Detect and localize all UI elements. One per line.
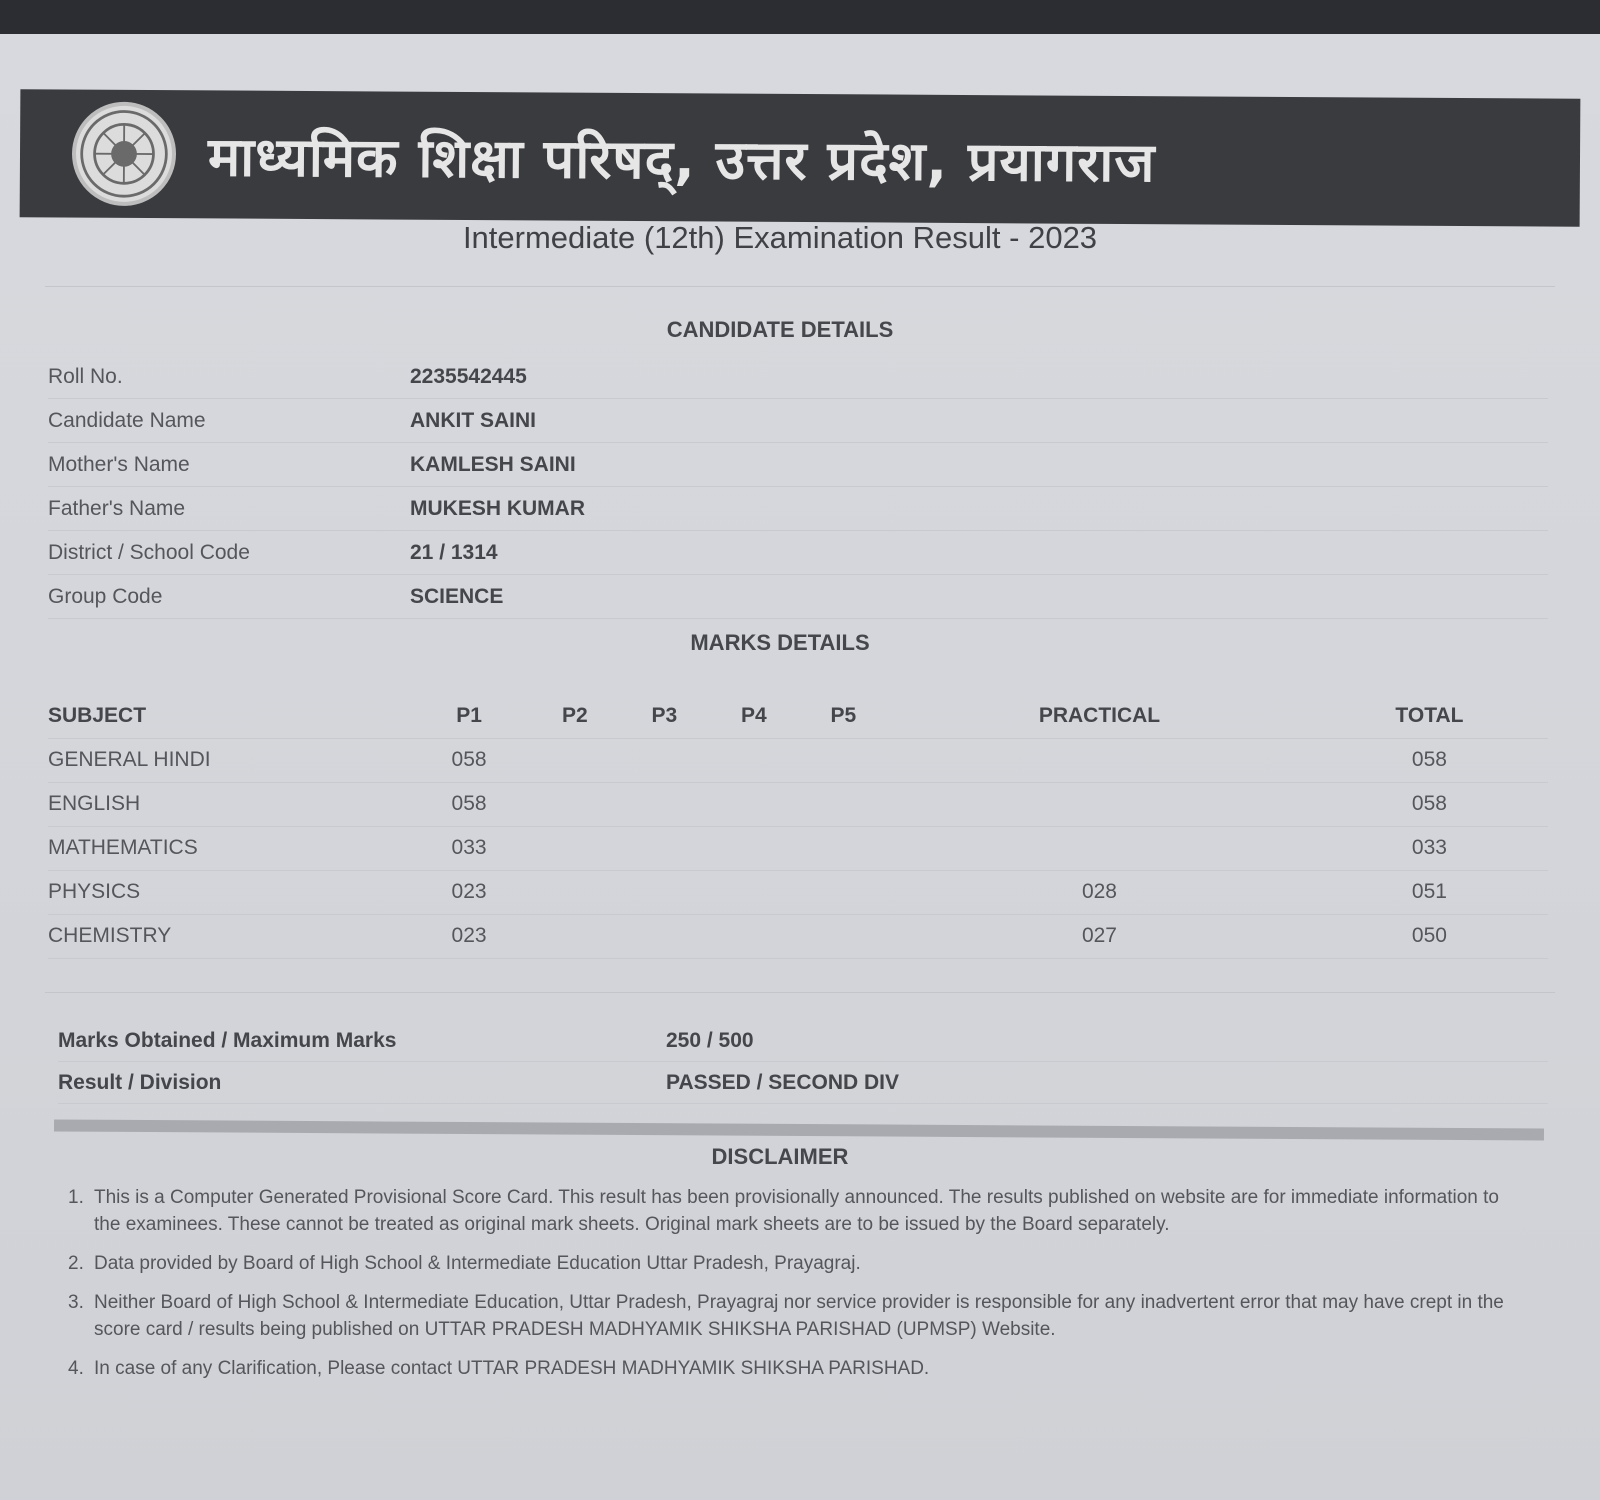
cell-p1: 058 (408, 738, 530, 782)
cell-p1: 033 (408, 826, 530, 870)
col-header-p5: P5 (799, 694, 889, 738)
detail-value: MUKESH KUMAR (410, 496, 585, 520)
detail-value: 2235542445 (410, 364, 527, 388)
col-header-practical: PRACTICAL (888, 694, 1311, 738)
disclaimer-number: 1. (68, 1187, 84, 1208)
detail-value: KAMLESH SAINI (410, 452, 576, 476)
cell-p5 (799, 738, 889, 782)
marks-table (48, 694, 1548, 959)
col-header-p4: P4 (709, 694, 799, 738)
cell-p2 (530, 826, 620, 870)
detail-row-mothers-name (48, 443, 1548, 487)
cell-practical (888, 782, 1311, 826)
cell-subject: GENERAL HINDI (48, 738, 408, 782)
col-header-p1: P1 (408, 694, 530, 738)
result-division-label: Result / Division (58, 1070, 222, 1094)
detail-label: Roll No. (48, 364, 123, 388)
disclaimer-list (68, 1184, 1528, 1394)
divider (45, 286, 1555, 287)
table-row (48, 870, 1548, 914)
cell-p5 (799, 870, 889, 914)
marks-obtained-label: Marks Obtained / Maximum Marks (58, 1028, 397, 1052)
cell-p1: 058 (408, 782, 530, 826)
cell-subject: CHEMISTRY (48, 914, 408, 958)
disclaimer-text: Data provided by Board of High School & Intermediate Education Uttar Pradesh, Prayagraj. (94, 1253, 861, 1274)
detail-row-group-code (48, 575, 1548, 619)
seal-graphic (78, 108, 171, 201)
disclaimer-item (68, 1355, 1528, 1382)
col-header-subject: SUBJECT (48, 694, 408, 738)
detail-label: Candidate Name (48, 408, 206, 432)
cell-p2 (530, 870, 620, 914)
upmsp-seal-icon (72, 102, 177, 207)
cell-p3 (620, 914, 710, 958)
detail-label: District / School Code (48, 540, 250, 564)
cell-p2 (530, 914, 620, 958)
detail-row-district-school-code (48, 531, 1548, 575)
disclaimer-number: 4. (68, 1358, 84, 1379)
cell-p2 (530, 782, 620, 826)
detail-row-candidate-name (48, 399, 1548, 443)
cell-p3 (620, 738, 710, 782)
cell-total: 051 (1311, 870, 1548, 914)
result-division-value: PASSED / SECOND DIV (666, 1070, 899, 1094)
cell-p4 (709, 826, 799, 870)
divider (45, 992, 1555, 993)
detail-value: 21 / 1314 (410, 540, 498, 564)
header-banner (20, 89, 1581, 227)
cell-p3 (620, 782, 710, 826)
summary-row-marks (58, 1020, 1548, 1062)
col-header-p3: P3 (620, 694, 710, 738)
detail-value: ANKIT SAINI (410, 408, 536, 432)
cell-subject: MATHEMATICS (48, 826, 408, 870)
cell-p2 (530, 738, 620, 782)
summary-row-result (58, 1062, 1548, 1104)
detail-label: Mother's Name (48, 452, 190, 476)
cell-practical (888, 738, 1311, 782)
result-sheet (0, 34, 1600, 1500)
disclaimer-text: Neither Board of High School & Intermediate Education, Uttar Pradesh, Prayagraj nor service provider is responsible for any inadvertent error that may have crept in the score card / results being published on UTTAR PRADESH MADHYAMIK SHIKSHA PARISHAD (UPMSP) Website. (94, 1292, 1504, 1340)
disclaimer-title: DISCLAIMER (711, 1144, 849, 1169)
table-row (48, 782, 1548, 826)
cell-practical: 028 (888, 870, 1311, 914)
disclaimer-number: 3. (68, 1292, 84, 1313)
cell-practical (888, 826, 1311, 870)
candidate-section-title: CANDIDATE DETAILS (666, 317, 894, 342)
disclaimer-number: 2. (68, 1253, 84, 1274)
table-row (48, 738, 1548, 782)
board-name: माध्यमिक शिक्षा परिषद्, उत्तर प्रदेश, प्रयागराज (207, 125, 1156, 195)
cell-practical: 027 (888, 914, 1311, 958)
col-header-total: TOTAL (1311, 694, 1548, 738)
cell-p5 (799, 826, 889, 870)
disclaimer-item (68, 1289, 1528, 1343)
cell-p4 (709, 782, 799, 826)
detail-label: Group Code (48, 584, 163, 608)
disclaimer-text: In case of any Clarification, Please contact UTTAR PRADESH MADHYAMIK SHIKSHA PARISHAD. (94, 1358, 930, 1379)
detail-value: SCIENCE (410, 584, 504, 608)
exam-title: Intermediate (12th) Examination Result - 2023 (462, 220, 1098, 255)
cell-subject: PHYSICS (48, 870, 408, 914)
disclaimer-item (68, 1184, 1528, 1238)
table-row (48, 914, 1548, 958)
detail-row-fathers-name (48, 487, 1548, 531)
disclaimer-item (68, 1250, 1528, 1277)
disclaimer-text: This is a Computer Generated Provisional Score Card. This result has been provisionally announced. The results published on website are for immediate information to the examinees. These cannot be treated as original mark sheets. Original mark sheets are to be issued by the Board separately. (94, 1187, 1499, 1235)
marks-header-row (48, 694, 1548, 738)
table-row (48, 826, 1548, 870)
cell-p4 (709, 738, 799, 782)
marks-obtained-value: 250 / 500 (666, 1028, 754, 1052)
cell-p5 (799, 914, 889, 958)
cell-total: 058 (1311, 738, 1548, 782)
cell-p3 (620, 826, 710, 870)
section-separator-bar (54, 1119, 1544, 1140)
cell-p4 (709, 870, 799, 914)
cell-p1: 023 (408, 870, 530, 914)
cell-subject: ENGLISH (48, 782, 408, 826)
cell-total: 033 (1311, 826, 1548, 870)
cell-p1: 023 (408, 914, 530, 958)
marks-section-title: MARKS DETAILS (690, 630, 870, 655)
detail-row-roll-no (48, 355, 1548, 399)
cell-p5 (799, 782, 889, 826)
cell-p4 (709, 914, 799, 958)
cell-total: 058 (1311, 782, 1548, 826)
col-header-p2: P2 (530, 694, 620, 738)
cell-total: 050 (1311, 914, 1548, 958)
detail-label: Father's Name (48, 496, 186, 520)
cell-p3 (620, 870, 710, 914)
